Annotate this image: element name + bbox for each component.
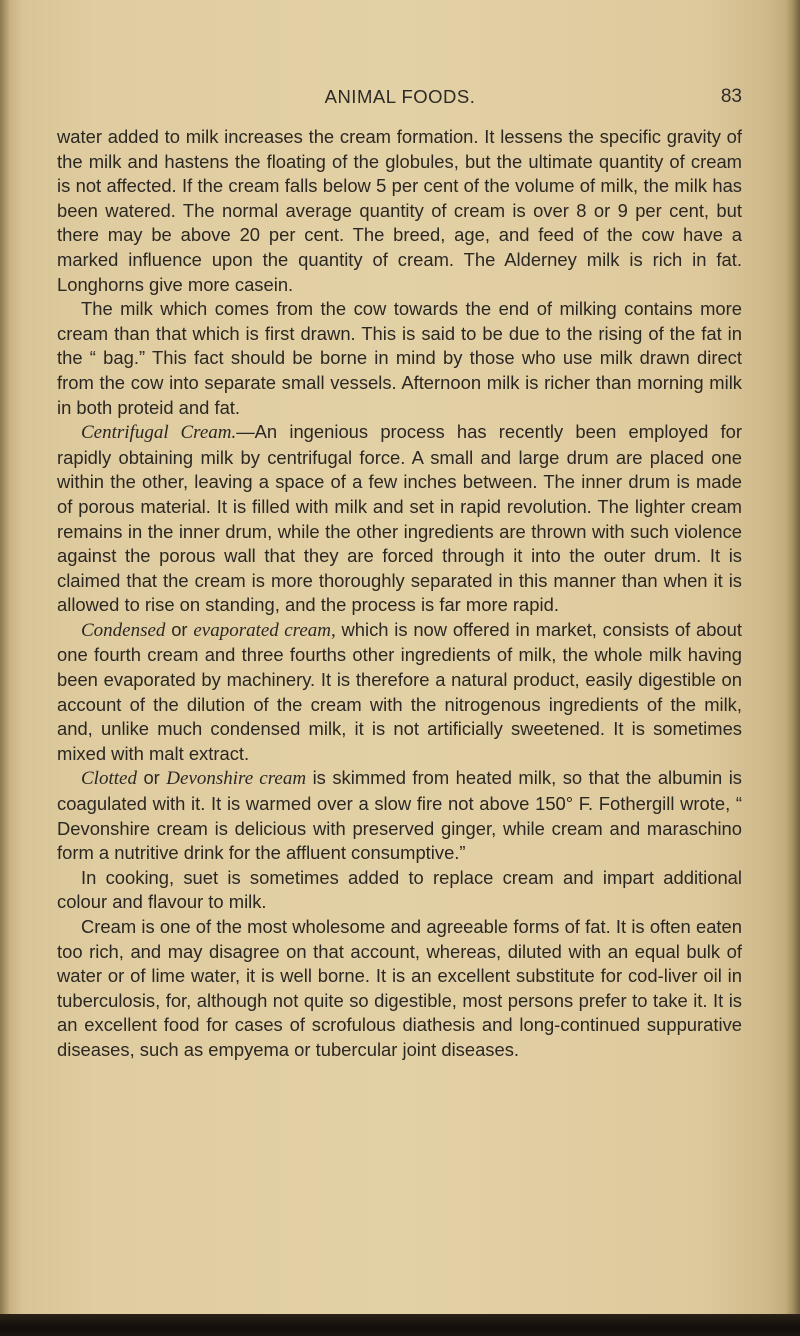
condensed-connector: or (165, 618, 194, 640)
paragraph-clotted-cream (57, 766, 742, 865)
clotted-term: Clotted (81, 768, 137, 790)
devonshire-cream-term: Devonshire cream (166, 768, 307, 790)
page-edge-shadow (786, 0, 800, 1336)
paragraph-condensed-cream (57, 618, 742, 767)
body-text (57, 125, 742, 1063)
condensed-term: Condensed (81, 619, 166, 641)
paragraph-cream-formation: water added to milk increases the cream formation. It lessens the specific gravity of the milk and hastens the floating of the globules, but the ultimate quantity of cream is not affected. If the cream falls below 5 per cent of the volume of milk, the milk has been watered. The normal average quantity of cream is over 8 or 9 per cent, but there may be above 20 per cent. The breed, age, and feed of the cow have a marked influence upon the quantity of cream. The Alderney milk is rich in fat. Longhorns give more casein. (57, 126, 742, 295)
paragraph-wholesome-fat: Cream is one of the most wholesome and agreeable forms of fat. It is often eaten too rich, and may disagree on that account, whereas, diluted with an equal bulk of water or of lime water, it is well borne. It is an excellent substitute for cod-liver oil in tuberculosis, for, although not quite so digestible, most persons prefer to take it. It is an excellent food for cases of scrofulous diathesis and long-continued suppurative diseases, such as empyema or tubercular joint diseases. (57, 916, 742, 1060)
running-head: ANIMAL FOODS. (324, 86, 476, 107)
page-gutter-shadow (0, 0, 10, 1336)
paragraph-centrifugal-cream (57, 420, 742, 618)
clotted-cream-text: is skimmed from heated milk, so that the albumin is coagulated with it. It is warmed over a slow fire not above 150° F. Fothergill wrote, “ Devonshire cream is delicious with preserved ginger, while cream and maraschino form a nutritive drink for the affluent consumptive.” (57, 767, 743, 864)
centrifugal-cream-text: —An ingenious process has recently been employed for rapidly obtaining milk by centrifugal force. A small and large drum are placed one within the other, leaving a space of a few inches between. The inner drum is made of porous material. It is filled with milk and set in rapid revolution. The lighter cream remains in the inner drum, while the other ingredients are thrown with such violence against the porous wall that they are forced through it into the outer drum. It is claimed that the cream is more thoroughly separated in this manner than when it is allowed to rise on standing, and the process is far more rapid. (57, 421, 742, 616)
condensed-cream-text: which is now offered in market, consists of about one fourth cream and three fourths other ingredients of milk, the whole milk having been evaporated by machinery. It is therefore a natural product, easily digestible on account of the dilution of the cream with the nitrogenous ingredients of the milk, and, unlike much condensed milk, it is not artificially sweetened. It is sometimes mixed with malt extract. (57, 618, 742, 764)
clotted-connector: or (136, 767, 167, 789)
bottom-shadow-bar (0, 1314, 800, 1336)
paragraph-milking: The milk which comes from the cow towards the end of milking contains more cream than that which is first drawn. This is said to be due to the rising of the fat in the “ bag.” This fact should be borne in mind by those who use milk drawn direct from the cow into separate small vessels. Afternoon milk is richer than morning milk in both proteid and fat. (57, 298, 742, 418)
paragraph-cooking-suet: In cooking, suet is sometimes added to replace cream and impart additional colour and flavour to milk. (57, 866, 742, 913)
centrifugal-cream-heading: Centrifugal Cream. (81, 422, 237, 444)
page-header (56, 86, 744, 112)
evaporated-cream-term: evaporated cream, (193, 619, 336, 641)
page-number: 83 (720, 86, 742, 107)
